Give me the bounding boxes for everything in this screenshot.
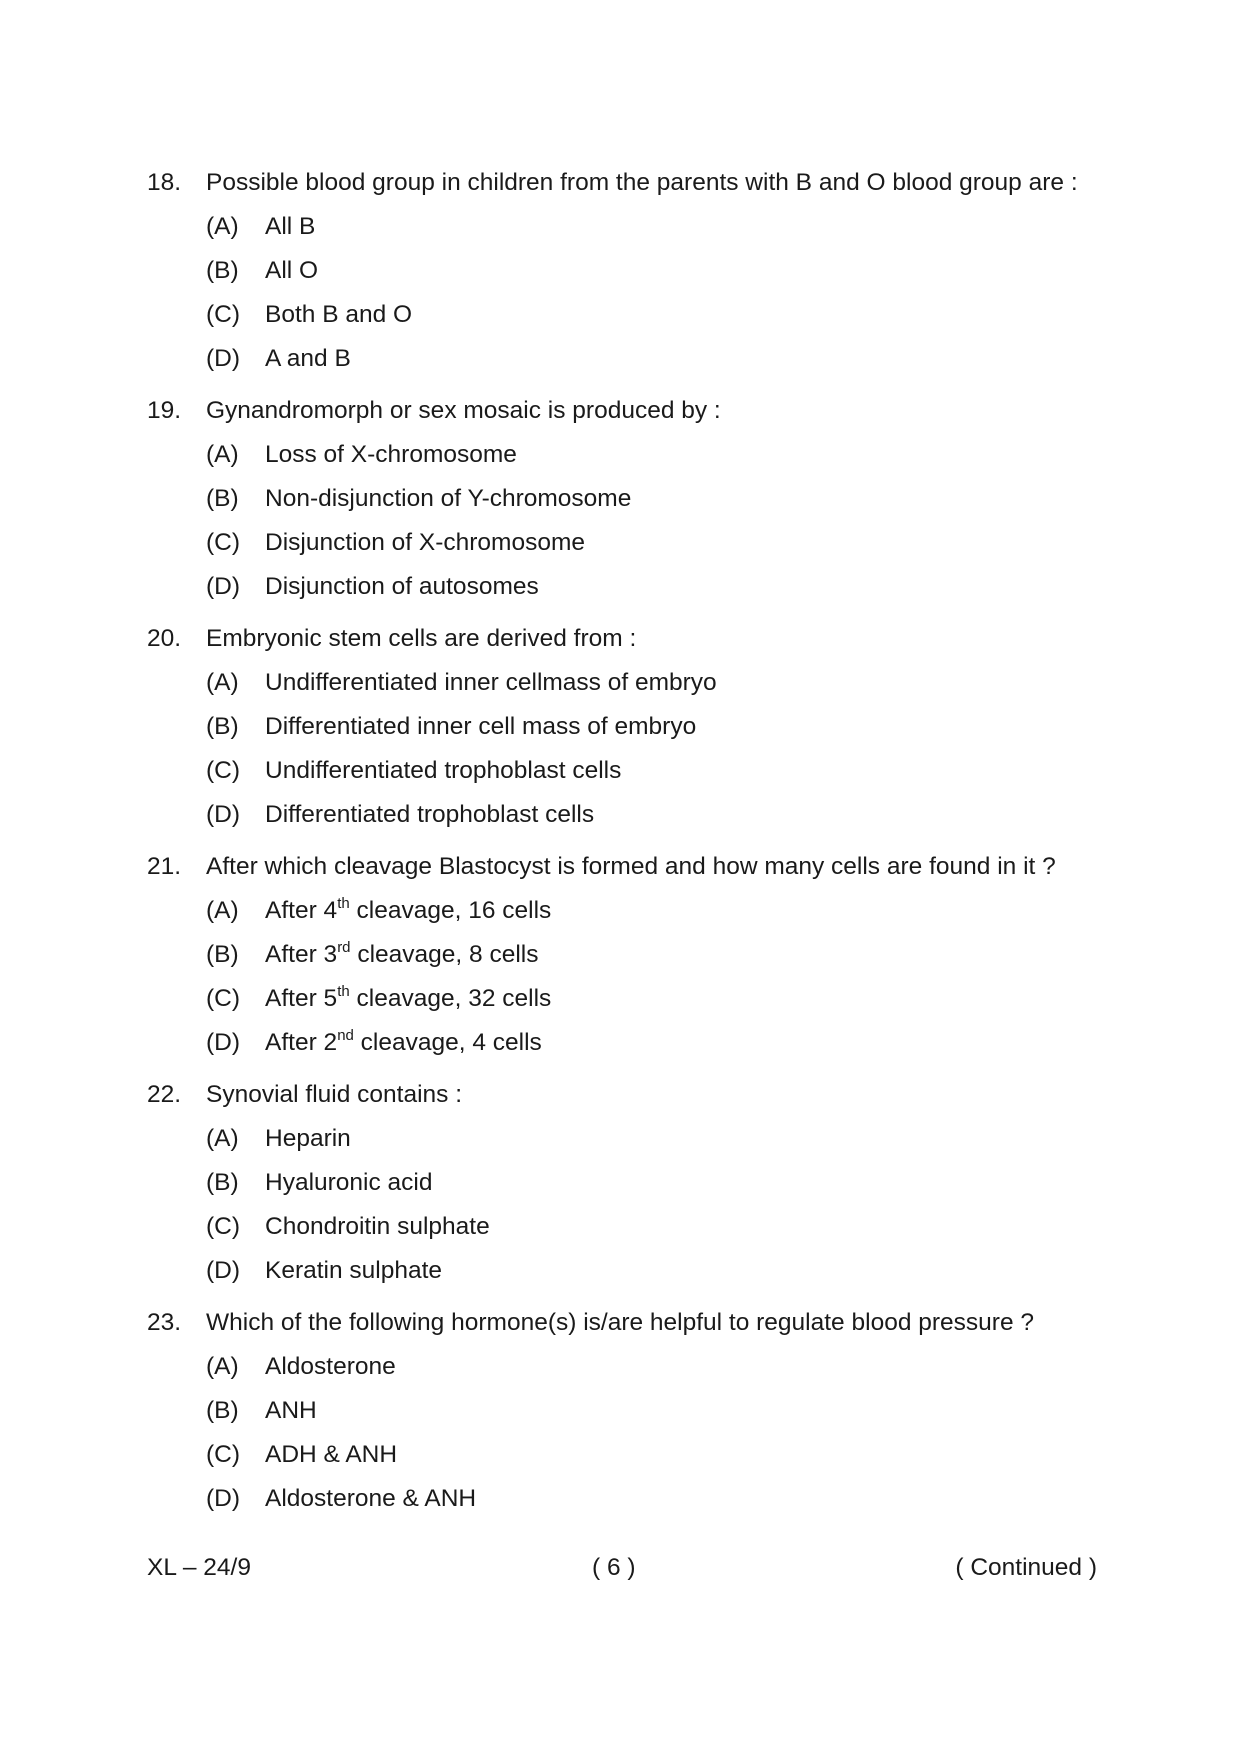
question-stem	[147, 396, 1107, 426]
option-text: A and B	[265, 345, 351, 372]
question-text: After which cleavage Blastocyst is formed and how many cells are found in it ?	[206, 853, 1056, 880]
option-letter: (A)	[206, 1125, 239, 1152]
option-text-main: After 2	[265, 1029, 338, 1056]
question-number: 23.	[147, 1309, 182, 1336]
option-letter: (D)	[206, 345, 241, 372]
ordinal-suffix: th	[337, 983, 350, 1000]
option-text: Differentiated trophoblast cells	[265, 801, 595, 828]
paper-code: XL – 24/9	[147, 1554, 251, 1581]
option-a	[206, 212, 1107, 242]
option-text-main: After 3	[265, 941, 338, 968]
question-stem	[147, 1308, 1107, 1338]
question-23	[147, 1308, 1107, 1514]
option-text: ADH & ANH	[265, 1441, 398, 1468]
option-letter: (D)	[206, 1485, 241, 1512]
option-text-rest: cleavage, 4 cells	[353, 1029, 542, 1056]
option-letter: (C)	[206, 529, 241, 556]
option-b	[206, 712, 1107, 742]
option-text	[265, 940, 538, 970]
option-text	[265, 896, 551, 926]
question-text: Which of the following hormone(s) is/are helpful to regulate blood pressure ?	[206, 1309, 1034, 1336]
question-18	[147, 168, 1107, 374]
option-letter: (D)	[206, 1029, 241, 1056]
question-text: Possible blood group in children from the parents with B and O blood group are :	[206, 169, 1078, 196]
option-a	[206, 668, 1107, 698]
option-text: Loss of X-chromosome	[265, 441, 517, 468]
option-text: Undifferentiated trophoblast cells	[265, 757, 622, 784]
ordinal-suffix: nd	[337, 1027, 354, 1044]
option-a	[206, 1124, 1107, 1154]
option-list	[206, 1352, 1107, 1514]
page-number: ( 6 )	[592, 1554, 636, 1581]
option-text: Undifferentiated inner cellmass of embryo	[265, 669, 717, 696]
option-letter: (B)	[206, 485, 239, 512]
option-list	[206, 668, 1107, 830]
option-text	[265, 1028, 542, 1058]
option-text: Keratin sulphate	[265, 1257, 443, 1284]
option-letter: (A)	[206, 213, 239, 240]
question-21	[147, 852, 1107, 1058]
option-letter: (C)	[206, 757, 241, 784]
question-stem	[147, 624, 1107, 654]
option-letter: (C)	[206, 1213, 241, 1240]
page-footer	[147, 1552, 1097, 1584]
option-letter: (B)	[206, 713, 239, 740]
option-text: Non-disjunction of Y-chromosome	[265, 485, 632, 512]
option-text: All B	[265, 213, 316, 240]
question-stem	[147, 168, 1107, 198]
option-b	[206, 256, 1107, 286]
option-list	[206, 212, 1107, 374]
option-c	[206, 984, 1107, 1014]
option-letter: (C)	[206, 985, 241, 1012]
option-text-rest: cleavage, 8 cells	[350, 941, 539, 968]
option-text: Disjunction of autosomes	[265, 573, 539, 600]
continued-label: ( Continued )	[955, 1554, 1097, 1581]
option-letter: (B)	[206, 941, 239, 968]
question-text: Embryonic stem cells are derived from :	[206, 625, 637, 652]
option-text: All O	[265, 257, 319, 284]
option-letter: (A)	[206, 441, 239, 468]
option-text: ANH	[265, 1397, 317, 1424]
option-c	[206, 300, 1107, 330]
option-text: Differentiated inner cell mass of embryo	[265, 713, 697, 740]
option-d	[206, 344, 1107, 374]
option-letter: (B)	[206, 1397, 239, 1424]
option-letter: (C)	[206, 1441, 241, 1468]
question-22	[147, 1080, 1107, 1286]
question-number: 21.	[147, 853, 182, 880]
question-text: Synovial fluid contains :	[206, 1081, 463, 1108]
option-a	[206, 440, 1107, 470]
option-text-rest: cleavage, 16 cells	[349, 897, 552, 924]
option-d	[206, 572, 1107, 602]
option-text-rest: cleavage, 32 cells	[349, 985, 552, 1012]
option-b	[206, 1168, 1107, 1198]
ordinal-suffix: rd	[337, 939, 351, 956]
option-letter: (D)	[206, 1257, 241, 1284]
option-text: Disjunction of X-chromosome	[265, 529, 585, 556]
question-number: 18.	[147, 169, 182, 196]
option-list	[206, 896, 1107, 1058]
option-letter: (A)	[206, 897, 239, 924]
option-text-main: After 4	[265, 897, 338, 924]
option-text: Aldosterone & ANH	[265, 1485, 477, 1512]
question-stem	[147, 1080, 1107, 1110]
option-letter: (B)	[206, 257, 239, 284]
option-b	[206, 940, 1107, 970]
option-a	[206, 896, 1107, 926]
option-text: Aldosterone	[265, 1353, 396, 1380]
option-d	[206, 800, 1107, 830]
option-letter: (B)	[206, 1169, 239, 1196]
option-c	[206, 1212, 1107, 1242]
option-text	[265, 984, 551, 1014]
option-d	[206, 1484, 1107, 1514]
option-d	[206, 1256, 1107, 1286]
option-b	[206, 1396, 1107, 1426]
ordinal-suffix: th	[337, 895, 350, 912]
option-text: Chondroitin sulphate	[265, 1213, 490, 1240]
option-c	[206, 1440, 1107, 1470]
option-text: Both B and O	[265, 301, 413, 328]
option-list	[206, 440, 1107, 602]
option-text: Heparin	[265, 1125, 351, 1152]
question-19	[147, 396, 1107, 602]
option-list	[206, 1124, 1107, 1286]
question-text: Gynandromorph or sex mosaic is produced by :	[206, 397, 721, 424]
option-d	[206, 1028, 1107, 1058]
option-b	[206, 484, 1107, 514]
option-text: Hyaluronic acid	[265, 1169, 433, 1196]
question-stem	[147, 852, 1107, 882]
option-letter: (A)	[206, 669, 239, 696]
option-letter: (C)	[206, 301, 241, 328]
question-20	[147, 624, 1107, 830]
question-number: 22.	[147, 1081, 182, 1108]
option-letter: (A)	[206, 1353, 239, 1380]
option-letter: (D)	[206, 801, 241, 828]
option-c	[206, 756, 1107, 786]
option-a	[206, 1352, 1107, 1382]
option-c	[206, 528, 1107, 558]
option-text-main: After 5	[265, 985, 338, 1012]
option-letter: (D)	[206, 573, 241, 600]
question-number: 19.	[147, 397, 182, 424]
question-number: 20.	[147, 625, 182, 652]
